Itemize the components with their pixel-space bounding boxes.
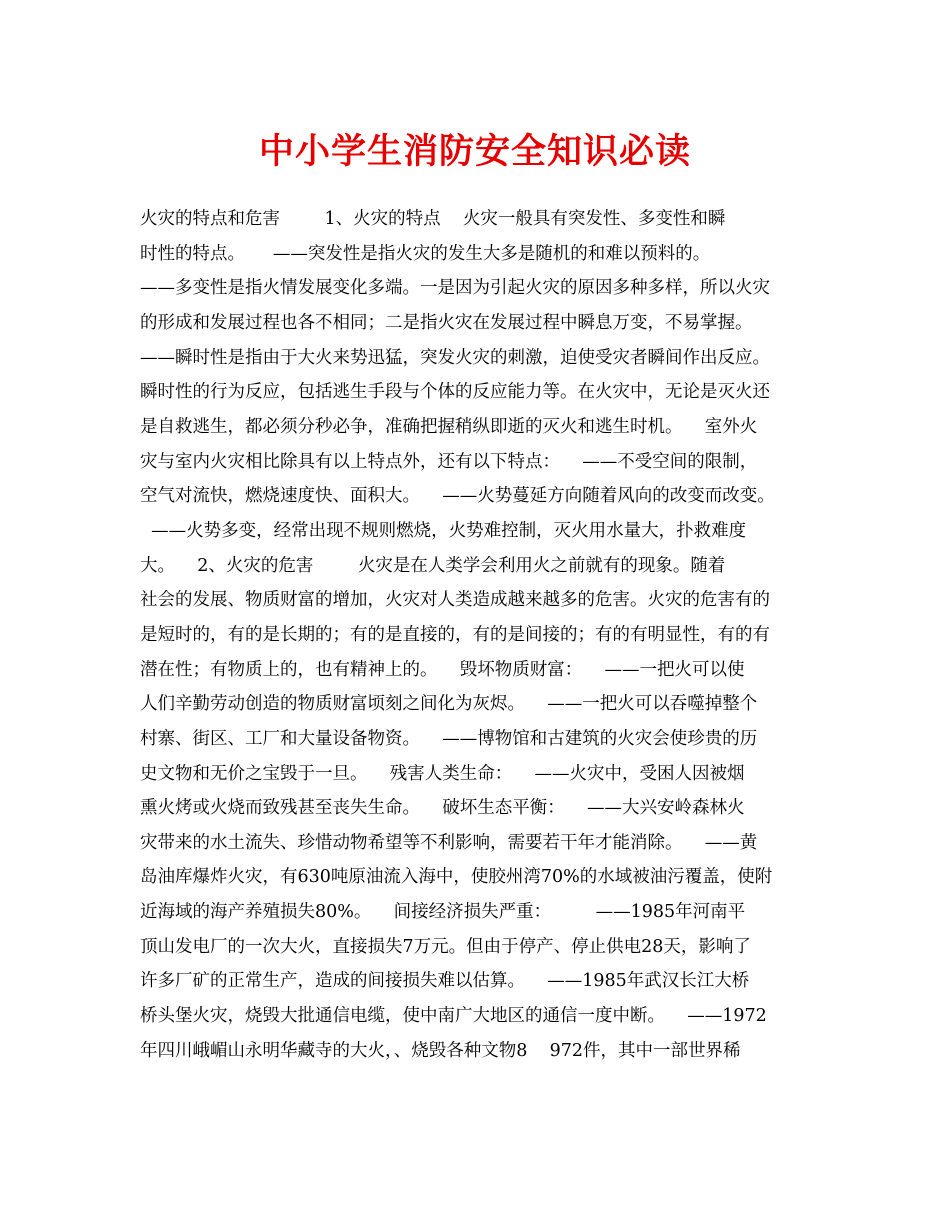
body-line: 近海域的海产养殖损失80%。 间接经济损失严重： ——1985年河南平	[140, 902, 746, 923]
body-line: 灾与室内火灾相比除具有以上特点外，还有以下特点： ——不受空间的限制，	[140, 451, 758, 472]
body-line: 的形成和发展过程也各不相同；二是指火灾在发展过程中瞬息万变，不易掌握。	[140, 312, 753, 333]
body-line: 村寨、街区、工厂和大量设备物资。 ——博物馆和古建筑的火灾会使珍贵的历	[140, 728, 758, 749]
body-line: ——火势多变，经常出现不规则燃烧，火势难控制，灭火用水量大，扑救难度	[140, 520, 747, 541]
body-line: 人们辛勤劳动创造的物质财富顷刻之间化为灰烬。 ——一把火可以吞噬掉整个	[140, 694, 758, 715]
body-line: 年四川峨嵋山永明华藏寺的大火，、烧毁各种文物8 972件，其中一部世界稀	[140, 1040, 741, 1061]
body-line: 灾带来的水土流失、珍惜动物希望等不利影响，需要若干年才能消除。 ——黄	[140, 832, 758, 853]
body-line: 熏火烤或火烧而致残甚至丧失生命。 破坏生态平衡： ——大兴安岭森林火	[140, 798, 745, 819]
body-line: 是自救逃生，都必须分秒必争，准确把握稍纵即逝的灭火和逃生时机。 室外火	[140, 416, 758, 437]
body-line: 社会的发展、物质财富的增加，火灾对人类造成越来越多的危害。火灾的危害有的	[140, 590, 770, 611]
body-line: 潜在性；有物质上的，也有精神上的。 毁坏物质财富： ——一把火可以使	[140, 659, 745, 680]
body-line: ——瞬时性是指由于大火来势迅猛，突发火灾的刺激，迫使受灾者瞬间作出反应。	[140, 347, 770, 368]
body-line: 史文物和无价之宝毁于一旦。 残害人类生命： ——火灾中，受困人因被烟	[140, 763, 745, 784]
document-body	[140, 202, 830, 1068]
body-line: 许多厂矿的正常生产，造成的间接损失难以估算。 ——1985年武汉长江大桥	[140, 971, 750, 992]
body-line: 空气对流快，燃烧速度快、面积大。 ——火势蔓延方向随着风向的改变而改变。	[140, 486, 775, 507]
body-line: 瞬时性的行为反应，包括逃生手段与个体的反应能力等。在火灾中，无论是灭火还	[140, 382, 770, 403]
body-line: 桥头堡火灾，烧毁大批通信电缆，使中南广大地区的通信一度中断。 ——1972	[140, 1006, 767, 1027]
body-line: ——多变性是指火情发展变化多端。一是因为引起火灾的原因多种多样，所以火灾	[140, 278, 770, 299]
body-line: 是短时的，有的是长期的；有的是直接的，有的是间接的；有的有明显性，有的有	[140, 624, 770, 645]
body-line: 岛油库爆炸火灾，有630吨原油流入海中，使胶州湾70%的水域被油污覆盖，使附	[140, 867, 773, 888]
body-line: 大。 2、火灾的危害 火灾是在人类学会利用火之前就有的现象。随着	[140, 555, 726, 576]
body-line: 顶山发电厂的一次大火，直接损失7万元。但由于停产、停止供电28天，影响了	[140, 936, 751, 957]
document-title: 中小学生消防安全知识必读	[258, 131, 691, 172]
body-line: 火灾的特点和危害 1、火灾的特点 火灾一般具有突发性、多变性和瞬	[140, 209, 726, 229]
body-line: 时性的特点。 ——突发性是指火灾的发生大多是随机的和难以预料的。	[140, 243, 711, 264]
